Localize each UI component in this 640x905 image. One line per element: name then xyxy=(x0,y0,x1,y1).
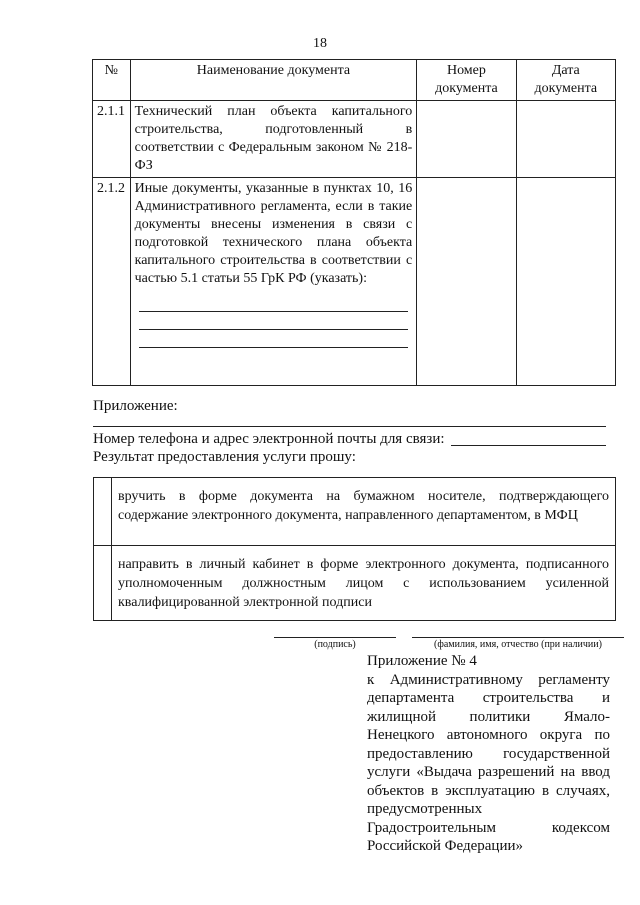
table-row xyxy=(93,178,616,386)
signature-line[interactable] xyxy=(274,637,396,638)
option-text: направить в личный кабинет в форме электронного документа, подписанного уполномоченным должностным лицом с использованием усиленной квалифицированной электронной подписи xyxy=(112,546,616,621)
row-doc-date-cell[interactable] xyxy=(516,101,615,178)
option-text: вручить в форме документа на бумажном носителе, подтверждающего содержание электронного документа, направленного департаментом, в МФЦ xyxy=(112,478,616,546)
appendix-title: Приложение № 4 xyxy=(367,653,477,669)
attachment-line[interactable] xyxy=(93,426,606,427)
table-header-row xyxy=(93,60,616,101)
page-number: 18 xyxy=(313,36,327,51)
result-option xyxy=(94,478,616,546)
result-options-table xyxy=(93,477,616,621)
row-doc-number-cell[interactable] xyxy=(417,101,516,178)
table-row xyxy=(93,101,616,178)
documents-table xyxy=(92,59,616,386)
contact-label: Номер телефона и адрес электронной почты для связи: xyxy=(93,431,445,447)
header-num: № xyxy=(93,60,131,101)
row-num: 2.1.1 xyxy=(93,101,131,178)
full-name-line[interactable] xyxy=(412,637,624,638)
row-doc-number-cell[interactable] xyxy=(417,178,516,386)
row-document-name: Иные документы, указанные в пунктах 10, 16 Административного регламента, если в такие документы внесены изменения в связи с подготовкой технического плана объекта капитального строительства в соответствии с частью 5.1 статьи 55 ГрК РФ (указать): xyxy=(134,181,413,286)
header-doc-number: Номер документа xyxy=(417,60,516,101)
full-name-caption: (фамилия, имя, отчество (при наличии) xyxy=(434,639,602,650)
row-num: 2.1.2 xyxy=(93,178,131,386)
blank-fill-line[interactable] xyxy=(139,294,409,312)
signature-caption: (подпись) xyxy=(314,639,356,650)
contact-line[interactable] xyxy=(451,445,606,446)
row-document-name: Технический план объекта капитального строительства, подготовленный в соответствии с Федеральным законом № 218-ФЗ xyxy=(130,101,417,178)
appendix-text: к Административному регламенту департамента строительства и жилищной политики Ямало-Ненецкого автономного округа по предоставлению государственной услуги «Выдача разрешений на ввод объектов в эксплуатацию в случаях, предусмотренных Градостроительным кодексом Российской Федерации» xyxy=(367,671,610,854)
appendix-block xyxy=(367,652,610,856)
option-checkbox[interactable] xyxy=(94,478,112,546)
row-document-name-cell xyxy=(130,178,417,386)
row-doc-date-cell[interactable] xyxy=(516,178,615,386)
blank-fill-line[interactable] xyxy=(139,330,409,348)
header-doc-date: Дата документа xyxy=(516,60,615,101)
result-label: Результат предоставления услуги прошу: xyxy=(93,449,356,465)
result-option xyxy=(94,546,616,621)
attachment-label: Приложение: xyxy=(93,398,178,414)
header-name: Наименование документа xyxy=(130,60,417,101)
blank-fill-line[interactable] xyxy=(139,312,409,330)
option-checkbox[interactable] xyxy=(94,546,112,621)
